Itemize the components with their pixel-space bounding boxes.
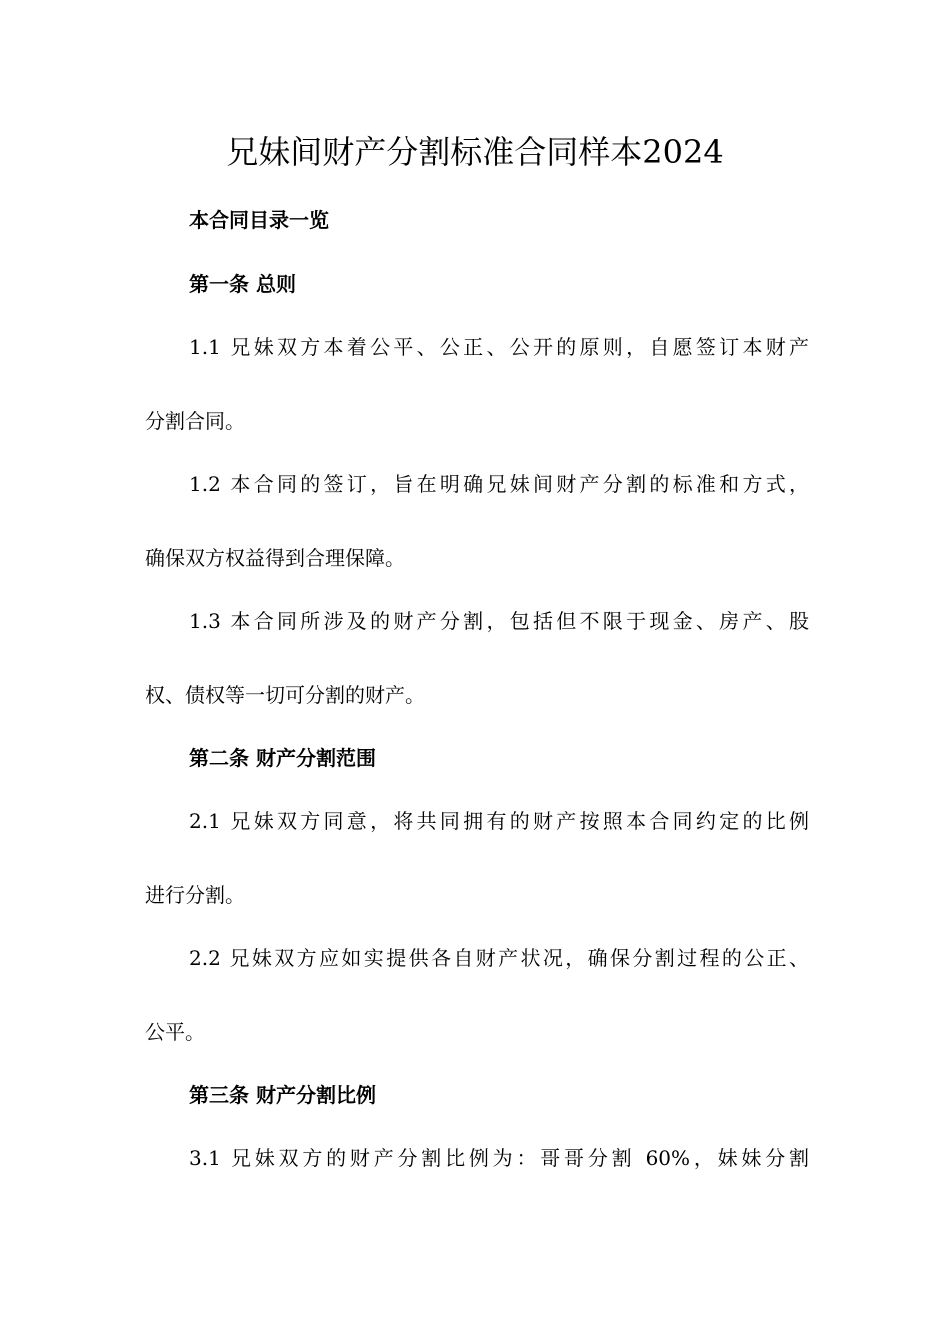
- clause-1-2-line-2: 确保双方权益得到合理保障。: [145, 546, 405, 570]
- clause-2-2-line-2: 公平。: [145, 1020, 205, 1044]
- clause-2-2-line-1: 2.2 兄妹双方应如实提供各自财产状况，确保分割过程的公正、: [189, 946, 809, 970]
- section-heading-2: 第二条 财产分割范围: [189, 746, 376, 770]
- clause-1-3-line-1: 1.3 本合同所涉及的财产分割，包括但不限于现金、房产、股: [189, 609, 809, 633]
- document-title: 兄妹间财产分割标准合同样本2024: [226, 133, 724, 171]
- clause-3-1-line-1: 3.1 兄妹双方的财产分割比例为：哥哥分割 60%，妹妹分割: [189, 1146, 809, 1170]
- clause-2-1-line-2: 进行分割。: [145, 883, 245, 907]
- section-heading-3: 第三条 财产分割比例: [189, 1083, 376, 1107]
- section-heading-1: 第一条 总则: [189, 272, 296, 296]
- toc-heading: 本合同目录一览: [189, 208, 329, 232]
- clause-1-3-line-2: 权、债权等一切可分割的财产。: [145, 683, 425, 707]
- clause-1-1-line-2: 分割合同。: [145, 409, 245, 433]
- clause-1-1-line-1: 1.1 兄妹双方本着公平、公正、公开的原则，自愿签订本财产: [189, 335, 809, 359]
- clause-1-2-line-1: 1.2 本合同的签订，旨在明确兄妹间财产分割的标准和方式，: [189, 472, 809, 496]
- clause-2-1-line-1: 2.1 兄妹双方同意，将共同拥有的财产按照本合同约定的比例: [189, 809, 809, 833]
